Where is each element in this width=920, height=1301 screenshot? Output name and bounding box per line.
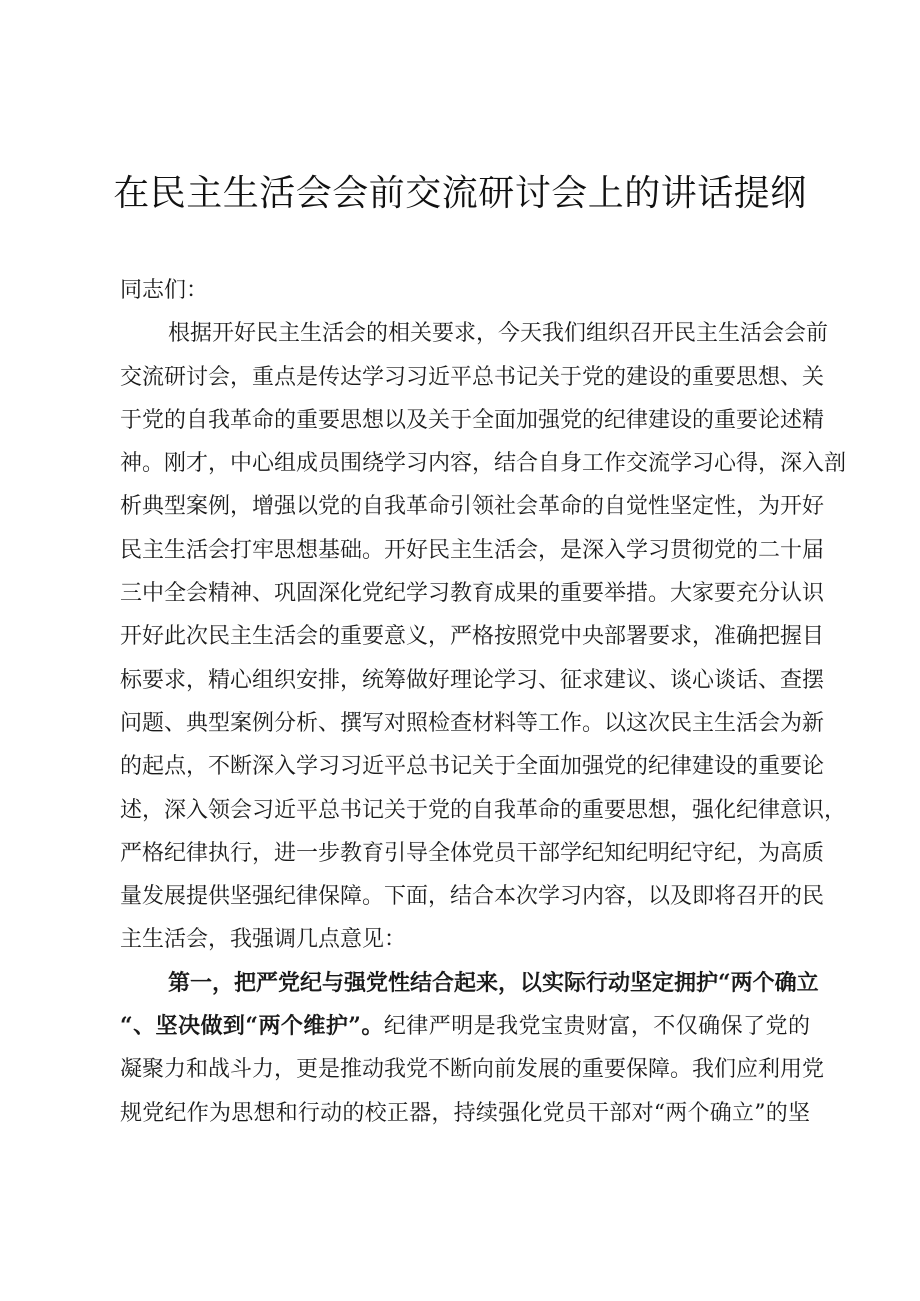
paragraph-line: 主生活会，我强调几点意见： <box>120 927 407 953</box>
paragraph-line-segment: 纪律严明是我党宝贵财富，不仅确保了党的 <box>383 1014 810 1040</box>
salutation: 同志们： <box>120 278 209 303</box>
document-title: 在民主生活会会前交流研讨会上的讲话提纲 <box>113 173 807 214</box>
paragraph-line: 三中全会精神、巩固深化党纪学习教育成果的重要举措。大家要充分认识 <box>120 581 825 607</box>
paragraph-line: 根据开好民主生活会的相关要求，今天我们组织召开民主生活会会前 <box>168 321 829 347</box>
paragraph-line: 于党的自我革命的重要思想以及关于全面加强党的纪律建设的重要论述精 <box>120 407 825 433</box>
paragraph-intro <box>120 312 847 961</box>
paragraph-line: 开好此次民主生活会的重要意义，严格按照党中央部署要求，准确把握目 <box>120 624 825 650</box>
paragraph-line: 问题、典型案例分析、撰写对照检查材料等工作。以这次民主生活会为新 <box>120 710 825 736</box>
paragraph-point-one <box>120 962 825 1135</box>
paragraph-line: 民主生活会打牢思想基础。开好民主生活会，是深入学习贯彻党的二十届 <box>120 537 825 563</box>
paragraph-line: 神。刚才，中心组成员围绕学习内容，结合自身工作交流学习心得，深入剖 <box>120 451 847 477</box>
paragraph-line: 的起点，不断深入学习习近平总书记关于全面加强党的纪律建设的重要论 <box>120 754 825 780</box>
paragraph-line: 标要求，精心组织安排，统筹做好理论学习、征求建议、谈心谈话、查摆 <box>120 667 825 693</box>
document-body <box>120 269 847 1135</box>
paragraph-line: 量发展提供坚强纪律保障。下面，结合本次学习内容，以及即将召开的民 <box>120 884 825 910</box>
point-heading-line: 第一，把严党纪与强党性结合起来，以实际行动坚定拥护“两个确立 <box>168 969 819 996</box>
paragraph-line: 析典型案例，增强以党的自我革命引领社会革命的自觉性坚定性，为开好 <box>120 494 825 520</box>
paragraph-line: 严格纪律执行，进一步教育引导全体党员干部学纪知纪明纪守纪，为高质 <box>120 840 825 866</box>
paragraph-line: 交流研讨会，重点是传达学习习近平总书记关于党的建设的重要思想、关 <box>120 364 825 390</box>
point-heading-continuation <box>120 1005 810 1048</box>
paragraph-line: 凝聚力和战斗力，更是推动我党不断向前发展的重要保障。我们应利用党 <box>120 1057 825 1083</box>
paragraph-line: 规党纪作为思想和行动的校正器，持续强化党员干部对“两个确立”的坚 <box>120 1100 810 1126</box>
point-heading-tail: “、坚决做到“两个维护”。 <box>120 1013 384 1040</box>
paragraph-line: 述，深入领会习近平总书记关于党的自我革命的重要思想，强化纪律意识， <box>120 797 847 823</box>
